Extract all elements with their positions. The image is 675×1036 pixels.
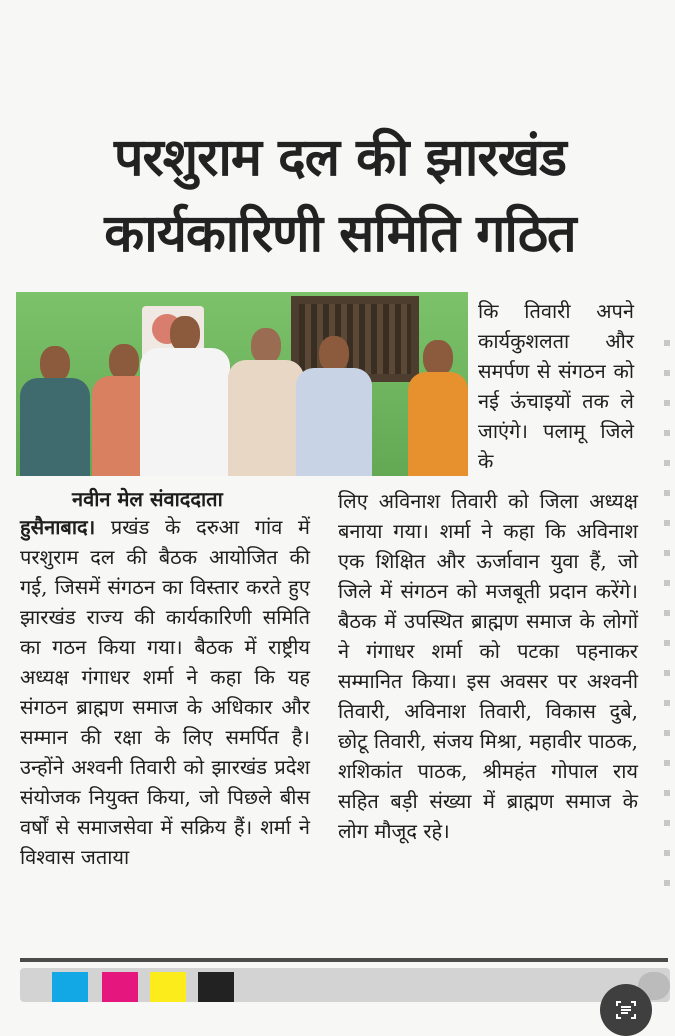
person-1 [20,346,90,476]
article-column-right-top: कि तिवारी अपने कार्यकुशलता और समर्पण से संगठन को नई ऊंचाइयों तक ले जाएंगे। पलामू जिले के [478,299,634,473]
byline: नवीन मेल संवाददाता [72,487,223,511]
article-column-left-text: प्रखंड के दरुआ गांव में परशुराम दल की बैठक आयोजित की गई, जिसमें संगठन का विस्तार करते हुए झारखंड राज्य की कार्यकारिणी समिति का गठन किया गया। बैठक में राष्ट्रीय अध्यक्ष गंगाधर शर्मा ने कहा कि यह संगठन ब्राह्मण समाज के अधिकार और सम्मान की रक्षा के लिए समर्पित है। उन्होंने अश्वनी तिवारी को झारखंड प्रदेश संयोजक नियुक्त किया, जो पिछले बीस वर्षों से समाजसेवा में सक्रिय हैं। शर्मा ने विश्वास जताया [20,515,310,869]
yellow-swatch [150,972,186,1002]
bottom-rule [20,958,668,962]
article-column-right: लिए अविनाश तिवारी को जिला अध्यक्ष बनाया गया। शर्मा ने कहा कि अविनाश एक शिक्षित और ऊर्जावान युवा हैं, जो जिले में संगठन को मजबूती प्रदान करेंगे। बैठक में उपस्थित ब्राह्मण समाज के लोगों ने गंगाधर शर्मा को पटका पहनाकर सम्मानित किया। इस अवसर पर अश्वनी तिवारी, अविनाश तिवारी, विकास दुबे, छोटू तिवारी, संजय मिश्रा, महावीर पाठक, शशिकांत पाठक, श्रीमहंत गोपाल राय सहित बड़ी संख्या में ब्राह्मण समाज के लोग मौजूद रहे। [338,489,638,843]
article-column-left [20,512,310,872]
cyan-swatch [52,972,88,1002]
text-scan-button[interactable] [600,984,652,1036]
person-4 [228,328,304,476]
person-3 [140,316,230,476]
headline-line-2: कार्यकारिणी समिति गठित [104,204,576,264]
person-5 [296,336,372,476]
person-6 [408,340,468,476]
black-swatch [198,972,234,1002]
headline-line-1: परशुराम दल की झारखंड [114,128,566,188]
magenta-swatch [102,972,138,1002]
news-photo [16,292,468,476]
text-scan-icon [614,998,638,1022]
dateline: हुसैनाबाद। [20,515,96,539]
page-edge-marks [664,340,670,900]
